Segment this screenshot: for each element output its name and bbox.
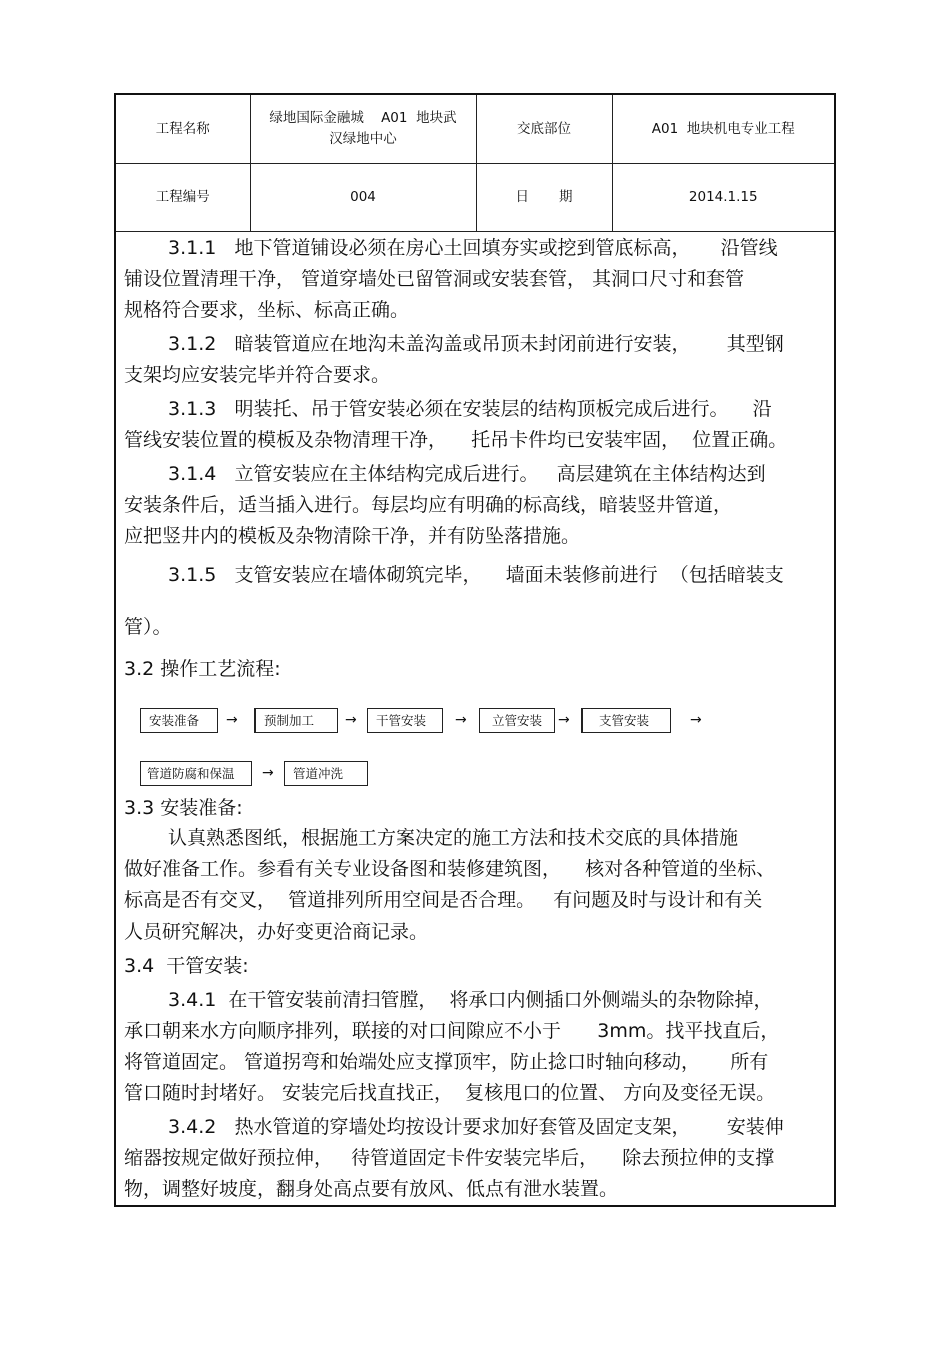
- flow-step-branch: 支管安装: [581, 708, 671, 733]
- para-342-line3: 物，调整好坡度，翻身处高点要有放风、低点有泄水装置。: [124, 1178, 619, 1200]
- flow-step-prepare: 安装准备: [140, 708, 218, 733]
- para-312-line2: 支架均应安装完毕并符合要求。: [124, 364, 391, 386]
- section-33-heading: 3.3 安装准备:: [124, 797, 243, 819]
- flow-arrow-3: →: [455, 712, 467, 728]
- para-342-line2: 缩器按规定做好预拉伸， 待管道固定卡件安装完毕后， 除去预拉伸的支撑: [124, 1147, 775, 1169]
- para-315-line2: 管）。: [124, 616, 172, 638]
- para-312-line1: 3.1.2 暗装管道应在地沟未盖沟盖或吊顶未封闭前进行安装， 其型钢: [168, 333, 784, 355]
- flow-arrow-6: →: [262, 765, 274, 781]
- flow-step-flushing: 管道冲洗: [284, 761, 368, 786]
- para-314-line1: 3.1.4 立管安装应在主体结构完成后进行。 高层建筑在主体结构达到: [168, 463, 766, 485]
- para-341-line3: 将管道固定。 管道拐弯和始端处应支撑顶牢，防止捻口时轴向移动， 所有: [124, 1051, 769, 1073]
- project-name-line1: 绿地国际金融城 A01 地块武: [269, 110, 457, 126]
- para-311-line2: 铺设位置清理干净， 管道穿墙处已留管洞或安装套管， 其洞口尺寸和套管: [124, 268, 745, 290]
- flow-step-main-pipe: 干管安装: [367, 708, 443, 733]
- section-34-heading: 3.4 干管安装:: [124, 955, 249, 977]
- project-no-value: 004: [250, 164, 476, 232]
- para-33-line1: 认真熟悉图纸，根据施工方案决定的施工方法和技术交底的具体措施: [168, 827, 739, 849]
- flow-arrow-2: →: [345, 712, 357, 728]
- date-value: 2014.1.15: [612, 164, 834, 232]
- header-table: [116, 95, 834, 232]
- para-315-line1: 3.1.5 支管安装应在墙体砌筑完毕， 墙面未装修前进行 （包括暗装支: [168, 564, 784, 586]
- flow-arrow-5: →: [690, 712, 702, 728]
- part-label: 交底部位: [476, 95, 612, 164]
- para-313-line2: 管线安装位置的模板及杂物清理干净， 托吊卡件均已安装牢固， 位置正确。: [124, 429, 788, 451]
- para-311-line1: 3.1.1 地下管道铺设必须在房心土回填夯实或挖到管底标高， 沿管线: [168, 237, 778, 259]
- para-314-line2: 安装条件后，适当插入进行。每层均应有明确的标高线，暗装竖井管道，: [124, 494, 733, 516]
- flow-step-anticorrosion: 管道防腐和保温: [140, 761, 252, 786]
- para-341-line4: 管口随时封堵好。 安装完后找直找正， 复核甩口的位置、 方向及变径无误。: [124, 1082, 776, 1104]
- flow-arrow-4: →: [558, 712, 570, 728]
- para-314-line3: 应把竖井内的模板及杂物清除干净，并有防坠落措施。: [124, 525, 581, 547]
- flow-step-riser: 立管安装: [479, 708, 555, 733]
- project-name-line2: 汉绿地中心: [329, 131, 397, 147]
- section-32-heading: 3.2 操作工艺流程:: [124, 658, 281, 680]
- document-frame: [114, 93, 836, 1207]
- part-value: A01 地块机电专业工程: [612, 95, 834, 164]
- para-341-line2: 承口朝来水方向顺序排列，联接的对口间隙应不小于 3mm。找平找直后，: [124, 1020, 780, 1042]
- flow-step-prefab: 预制加工: [254, 708, 338, 733]
- para-33-line4: 人员研究解决，办好变更洽商记录。: [124, 921, 429, 943]
- flow-arrow-1: →: [226, 712, 238, 728]
- project-name-value: [250, 95, 476, 164]
- para-342-line1: 3.4.2 热水管道的穿墙处均按设计要求加好套管及固定支架， 安装伸: [168, 1116, 784, 1138]
- para-313-line1: 3.1.3 明装托、吊于管安装必须在安装层的结构顶板完成后进行。 沿: [168, 398, 772, 420]
- project-no-label: 工程编号: [116, 164, 250, 232]
- para-33-line2: 做好准备工作。参看有关专业设备图和装修建筑图， 核对各种管道的坐标、: [124, 858, 776, 880]
- date-label: 日 期: [476, 164, 612, 232]
- para-33-line3: 标高是否有交叉， 管道排列所用空间是否合理。 有问题及时与设计和有关: [124, 889, 763, 911]
- para-341-line1: 3.4.1 在干管安装前清扫管膛， 将承口内侧插口外侧端头的杂物除掉，: [168, 989, 773, 1011]
- para-311-line3: 规格符合要求，坐标、标高正确。: [124, 299, 410, 321]
- project-name-label: 工程名称: [116, 95, 250, 164]
